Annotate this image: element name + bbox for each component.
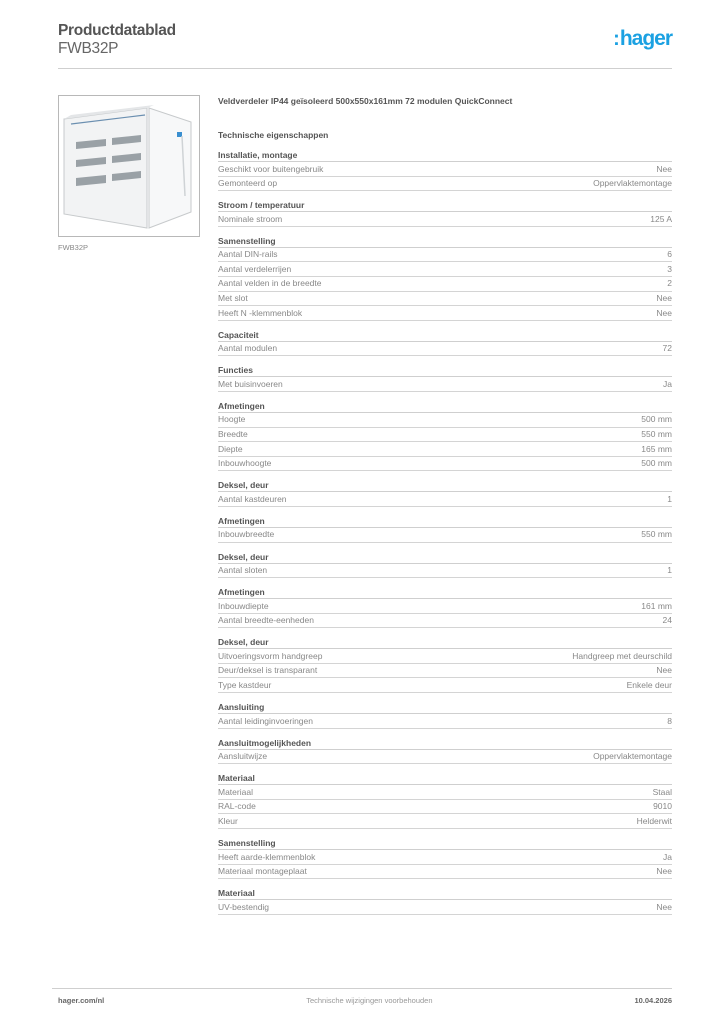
spec-content bbox=[218, 96, 672, 924]
spec-row bbox=[218, 177, 672, 192]
document-date: 10.04.2026 bbox=[634, 996, 672, 1005]
spec-label: Deur/deksel is transparant bbox=[218, 665, 318, 676]
spec-row bbox=[218, 413, 672, 428]
section-title: Afmetingen bbox=[218, 516, 672, 528]
spec-value: 3 bbox=[667, 263, 672, 274]
disclaimer-text: Technische wijzigingen voorbehouden bbox=[306, 996, 433, 1005]
page-footer bbox=[52, 988, 672, 1005]
spec-section bbox=[218, 401, 672, 471]
section-title: Afmetingen bbox=[218, 587, 672, 599]
spec-label: Aantal sloten bbox=[218, 565, 268, 575]
spec-sections bbox=[218, 150, 672, 915]
spec-section bbox=[218, 888, 672, 915]
spec-label: Gemonteerd op bbox=[218, 178, 278, 189]
spec-value: 1 bbox=[667, 493, 672, 504]
spec-value: 6 bbox=[667, 249, 672, 260]
spec-value: Enkele deur bbox=[626, 679, 672, 690]
spec-label: Heeft N -klemmenblok bbox=[218, 307, 303, 318]
section-title: Afmetingen bbox=[218, 401, 672, 413]
page-header bbox=[58, 22, 672, 69]
spec-value: Oppervlaktemontage bbox=[593, 178, 672, 189]
spec-row bbox=[218, 248, 672, 263]
spec-row bbox=[218, 377, 672, 392]
spec-label: Aantal velden in de breedte bbox=[218, 278, 322, 289]
spec-row bbox=[218, 750, 672, 765]
spec-row bbox=[218, 814, 672, 829]
spec-value: Nee bbox=[656, 665, 672, 676]
spec-section bbox=[218, 637, 672, 693]
spec-label: Kleur bbox=[218, 815, 238, 826]
spec-label: Heeft aarde-klemmenblok bbox=[218, 851, 316, 862]
spec-row bbox=[218, 900, 672, 915]
spec-value: Staal bbox=[652, 786, 672, 797]
spec-section bbox=[218, 480, 672, 507]
spec-row bbox=[218, 664, 672, 679]
spec-label: UV-bestendig bbox=[218, 901, 270, 912]
spec-row bbox=[218, 865, 672, 880]
spec-label: Inbouwdiepte bbox=[218, 600, 269, 611]
spec-label: Aantal verdelerrijen bbox=[218, 263, 292, 274]
section-title: Samenstelling bbox=[218, 236, 672, 248]
spec-row bbox=[218, 277, 672, 292]
spec-row bbox=[218, 306, 672, 321]
section-title: Materiaal bbox=[218, 888, 672, 900]
section-title: Stroom / temperatuur bbox=[218, 200, 672, 212]
spec-label: Diepte bbox=[218, 443, 243, 454]
spec-value: Nee bbox=[656, 307, 672, 318]
spec-label: Materiaal montageplaat bbox=[218, 866, 307, 877]
spec-section bbox=[218, 838, 672, 879]
spec-row bbox=[218, 292, 672, 307]
spec-value: Helderwit bbox=[636, 815, 672, 826]
spec-label: Aansluitwijze bbox=[218, 751, 268, 762]
spec-section bbox=[218, 200, 672, 227]
spec-value: 9010 bbox=[653, 801, 672, 812]
spec-value: 161 mm bbox=[641, 600, 672, 611]
spec-row bbox=[218, 800, 672, 815]
spec-label: Nominale stroom bbox=[218, 213, 283, 224]
spec-label: Aantal breedte-eenheden bbox=[218, 615, 314, 626]
spec-value: 1 bbox=[667, 565, 672, 575]
section-title: Aansluitmogelijkheden bbox=[218, 738, 672, 750]
spec-value: 72 bbox=[662, 343, 672, 354]
spec-row bbox=[218, 262, 672, 277]
spec-row bbox=[218, 442, 672, 457]
document-title: Productdatablad bbox=[58, 22, 176, 39]
spec-section bbox=[218, 330, 672, 357]
spec-section bbox=[218, 773, 672, 829]
spec-row bbox=[218, 492, 672, 507]
spec-label: Inbouwbreedte bbox=[218, 529, 275, 540]
section-title: Aansluiting bbox=[218, 702, 672, 714]
spec-value: Nee bbox=[656, 163, 672, 174]
spec-row bbox=[218, 649, 672, 664]
spec-label: Aantal modulen bbox=[218, 343, 278, 354]
technical-properties-heading: Technische eigenschappen bbox=[218, 130, 329, 140]
spec-row bbox=[218, 614, 672, 629]
spec-label: Met slot bbox=[218, 293, 248, 304]
spec-section bbox=[218, 150, 672, 191]
spec-value: 24 bbox=[662, 615, 672, 626]
section-title: Capaciteit bbox=[218, 330, 672, 342]
distribution-board-icon bbox=[59, 96, 199, 236]
spec-section bbox=[218, 236, 672, 321]
spec-section bbox=[218, 702, 672, 729]
hager-logo: :hager bbox=[613, 27, 672, 50]
spec-row bbox=[218, 342, 672, 357]
section-title: Materiaal bbox=[218, 773, 672, 785]
spec-row bbox=[218, 528, 672, 543]
spec-label: Uitvoeringsvorm handgreep bbox=[218, 650, 323, 661]
spec-label: Met buisinvoeren bbox=[218, 378, 283, 389]
product-code: FWB32P bbox=[58, 40, 119, 57]
spec-row bbox=[218, 678, 672, 693]
spec-row bbox=[218, 428, 672, 443]
spec-label: RAL-code bbox=[218, 801, 256, 812]
website-link[interactable]: hager.com/nl bbox=[58, 996, 105, 1005]
spec-value: 8 bbox=[667, 715, 672, 726]
spec-section bbox=[218, 365, 672, 392]
spec-row bbox=[218, 162, 672, 177]
spec-row bbox=[218, 850, 672, 865]
spec-label: Inbouwhoogte bbox=[218, 458, 272, 469]
spec-value: Nee bbox=[656, 901, 672, 912]
spec-label: Aantal DIN-rails bbox=[218, 249, 278, 260]
spec-section bbox=[218, 516, 672, 543]
spec-label: Type kastdeur bbox=[218, 679, 272, 690]
spec-row bbox=[218, 212, 672, 227]
spec-label: Breedte bbox=[218, 429, 248, 440]
product-description: Veldverdeler IP44 geïsoleerd 500x550x161mm 72 modulen QuickConnect bbox=[218, 96, 513, 106]
section-title: Samenstelling bbox=[218, 838, 672, 850]
spec-value: 500 mm bbox=[641, 458, 672, 469]
spec-value: 165 mm bbox=[641, 443, 672, 454]
spec-value: 500 mm bbox=[641, 414, 672, 425]
image-caption: FWB32P bbox=[58, 243, 89, 252]
spec-value: 125 A bbox=[650, 213, 672, 224]
section-title: Deksel, deur bbox=[218, 480, 672, 492]
section-title: Functies bbox=[218, 365, 672, 377]
spec-section bbox=[218, 738, 672, 765]
spec-value: Ja bbox=[663, 851, 672, 862]
spec-row bbox=[218, 564, 672, 579]
spec-label: Materiaal bbox=[218, 786, 253, 797]
spec-row bbox=[218, 457, 672, 472]
spec-label: Geschikt voor buitengebruik bbox=[218, 163, 324, 174]
spec-value: 550 mm bbox=[641, 429, 672, 440]
spec-label: Hoogte bbox=[218, 414, 246, 425]
spec-section bbox=[218, 587, 672, 628]
section-title: Deksel, deur bbox=[218, 637, 672, 649]
spec-value: 550 mm bbox=[641, 529, 672, 540]
spec-row bbox=[218, 714, 672, 729]
section-title: Installatie, montage bbox=[218, 150, 672, 162]
product-image bbox=[58, 95, 200, 237]
spec-row bbox=[218, 599, 672, 614]
spec-value: Nee bbox=[656, 293, 672, 304]
section-title: Deksel, deur bbox=[218, 552, 672, 564]
spec-row bbox=[218, 785, 672, 800]
spec-label: Aantal kastdeuren bbox=[218, 493, 287, 504]
spec-value: Handgreep met deurschild bbox=[572, 650, 672, 661]
spec-label: Aantal leidinginvoeringen bbox=[218, 715, 313, 726]
spec-section bbox=[218, 552, 672, 579]
spec-value: Ja bbox=[663, 378, 672, 389]
spec-value: 2 bbox=[667, 278, 672, 289]
spec-value: Nee bbox=[656, 866, 672, 877]
spec-value: Oppervlaktemontage bbox=[593, 751, 672, 762]
